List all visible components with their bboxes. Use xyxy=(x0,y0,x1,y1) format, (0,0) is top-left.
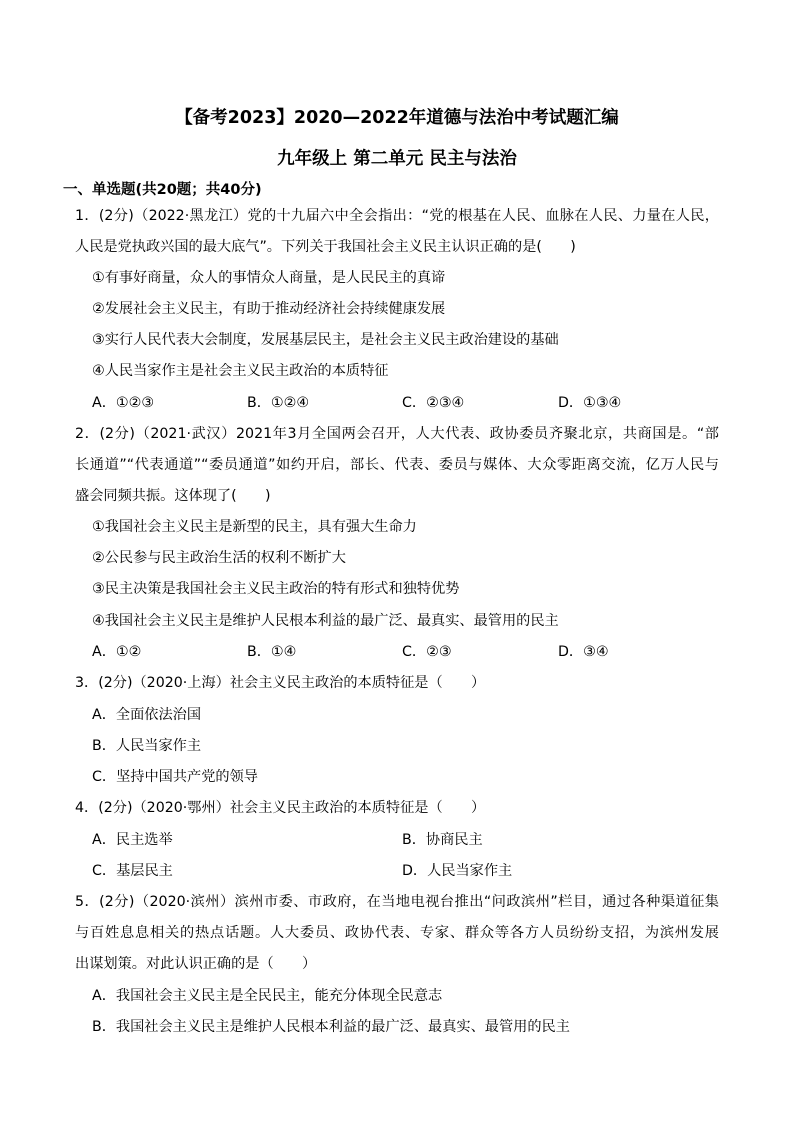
option-c[interactable]: C．基层民主 xyxy=(92,863,173,879)
statement: ③民主决策是我国社会主义民主政治的特有形式和独特优势 xyxy=(92,581,460,597)
option-c[interactable]: C．坚持中国共产党的领导 xyxy=(92,769,258,785)
option-c[interactable]: C．②③④ xyxy=(402,395,465,411)
statement: ①我国社会主义民主是新型的民主，具有强大生命力 xyxy=(92,519,417,535)
statement: ③实行人民代表大会制度，发展基层民主，是社会主义民主政治建设的基础 xyxy=(92,332,559,348)
option-a[interactable]: A．我国社会主义民主是全民民主，能充分体现全民意志 xyxy=(92,988,443,1004)
statement: ①有事好商量，众人的事情众人商量，是人民民主的真谛 xyxy=(92,270,446,286)
page-title: 【备考2023】2020—2022年道德与法治中考试题汇编 xyxy=(175,108,619,128)
option-d[interactable]: D．①③④ xyxy=(558,395,622,411)
question-text-line: 3．(2分)（2020·上海）社会主义民主政治的本质特征是（ ） xyxy=(75,675,486,691)
question-text-line: 5．(2分)（2020·滨州）滨州市委、市政府，在当地电视台推出“问政滨州”栏目，通过各种渠道征集 xyxy=(75,894,719,910)
option-b[interactable]: B．①②④ xyxy=(247,395,310,411)
option-b[interactable]: B．我国社会主义民主是维护人民根本利益的最广泛、最真实、最管用的民主 xyxy=(92,1019,570,1035)
option-a[interactable]: A．民主选举 xyxy=(92,832,173,848)
option-d[interactable]: D．人民当家作主 xyxy=(402,863,513,879)
question-text-line: 与百姓息息相关的热点话题。人大委员、政协代表、专家、群众等各方人员纷纷支招，为滨州发展 xyxy=(75,925,719,941)
question-text-line: 2．(2分)（2021·武汉）2021年3月全国两会召开，人大代表、政协委员齐聚北京，共商国是。“部 xyxy=(75,426,719,442)
unit-subtitle: 九年级上 第二单元 民主与法治 xyxy=(277,149,517,169)
option-a[interactable]: A．全面依法治国 xyxy=(92,707,202,723)
statement: ④人民当家作主是社会主义民主政治的本质特征 xyxy=(92,363,389,379)
question-text-line: 4．(2分)（2020·鄂州）社会主义民主政治的本质特征是（ ） xyxy=(75,800,486,816)
statement: ②发展社会主义民主，有助于推动经济社会持续健康发展 xyxy=(92,301,446,317)
question-text-line: 盛会同频共振。这体现了( ) xyxy=(75,488,271,504)
question-text-line: 出谋划策。对此认识正确的是（ ） xyxy=(75,956,317,972)
option-b[interactable]: B．人民当家作主 xyxy=(92,738,202,754)
question-text-line: 长通道”“代表通道”“委员通道”如约开启，部长、代表、委员与媒体、大众零距离交流，亿万人民与 xyxy=(75,457,719,473)
option-a[interactable]: A．①② xyxy=(92,644,142,660)
option-d[interactable]: D．③④ xyxy=(558,644,609,660)
section-heading: 一、单选题(共20题；共40分) xyxy=(63,182,262,198)
question-text-line: 人民是党执政兴国的最大底气”。下列关于我国社会主义民主认识正确的是( ) xyxy=(75,239,576,255)
option-a[interactable]: A．①②③ xyxy=(92,395,155,411)
statement: ④我国社会主义民主是维护人民根本利益的最广泛、最真实、最管用的民主 xyxy=(92,613,559,629)
option-c[interactable]: C．②③ xyxy=(402,644,452,660)
statement: ②公民参与民主政治生活的权利不断扩大 xyxy=(92,550,346,566)
option-b[interactable]: B．协商民主 xyxy=(402,832,483,848)
question-text-line: 1．(2分)（2022·黑龙江）党的十九届六中全会指出：“党的根基在人民、血脉在人民、力量在人民， xyxy=(75,208,719,224)
option-b[interactable]: B．①④ xyxy=(247,644,297,660)
